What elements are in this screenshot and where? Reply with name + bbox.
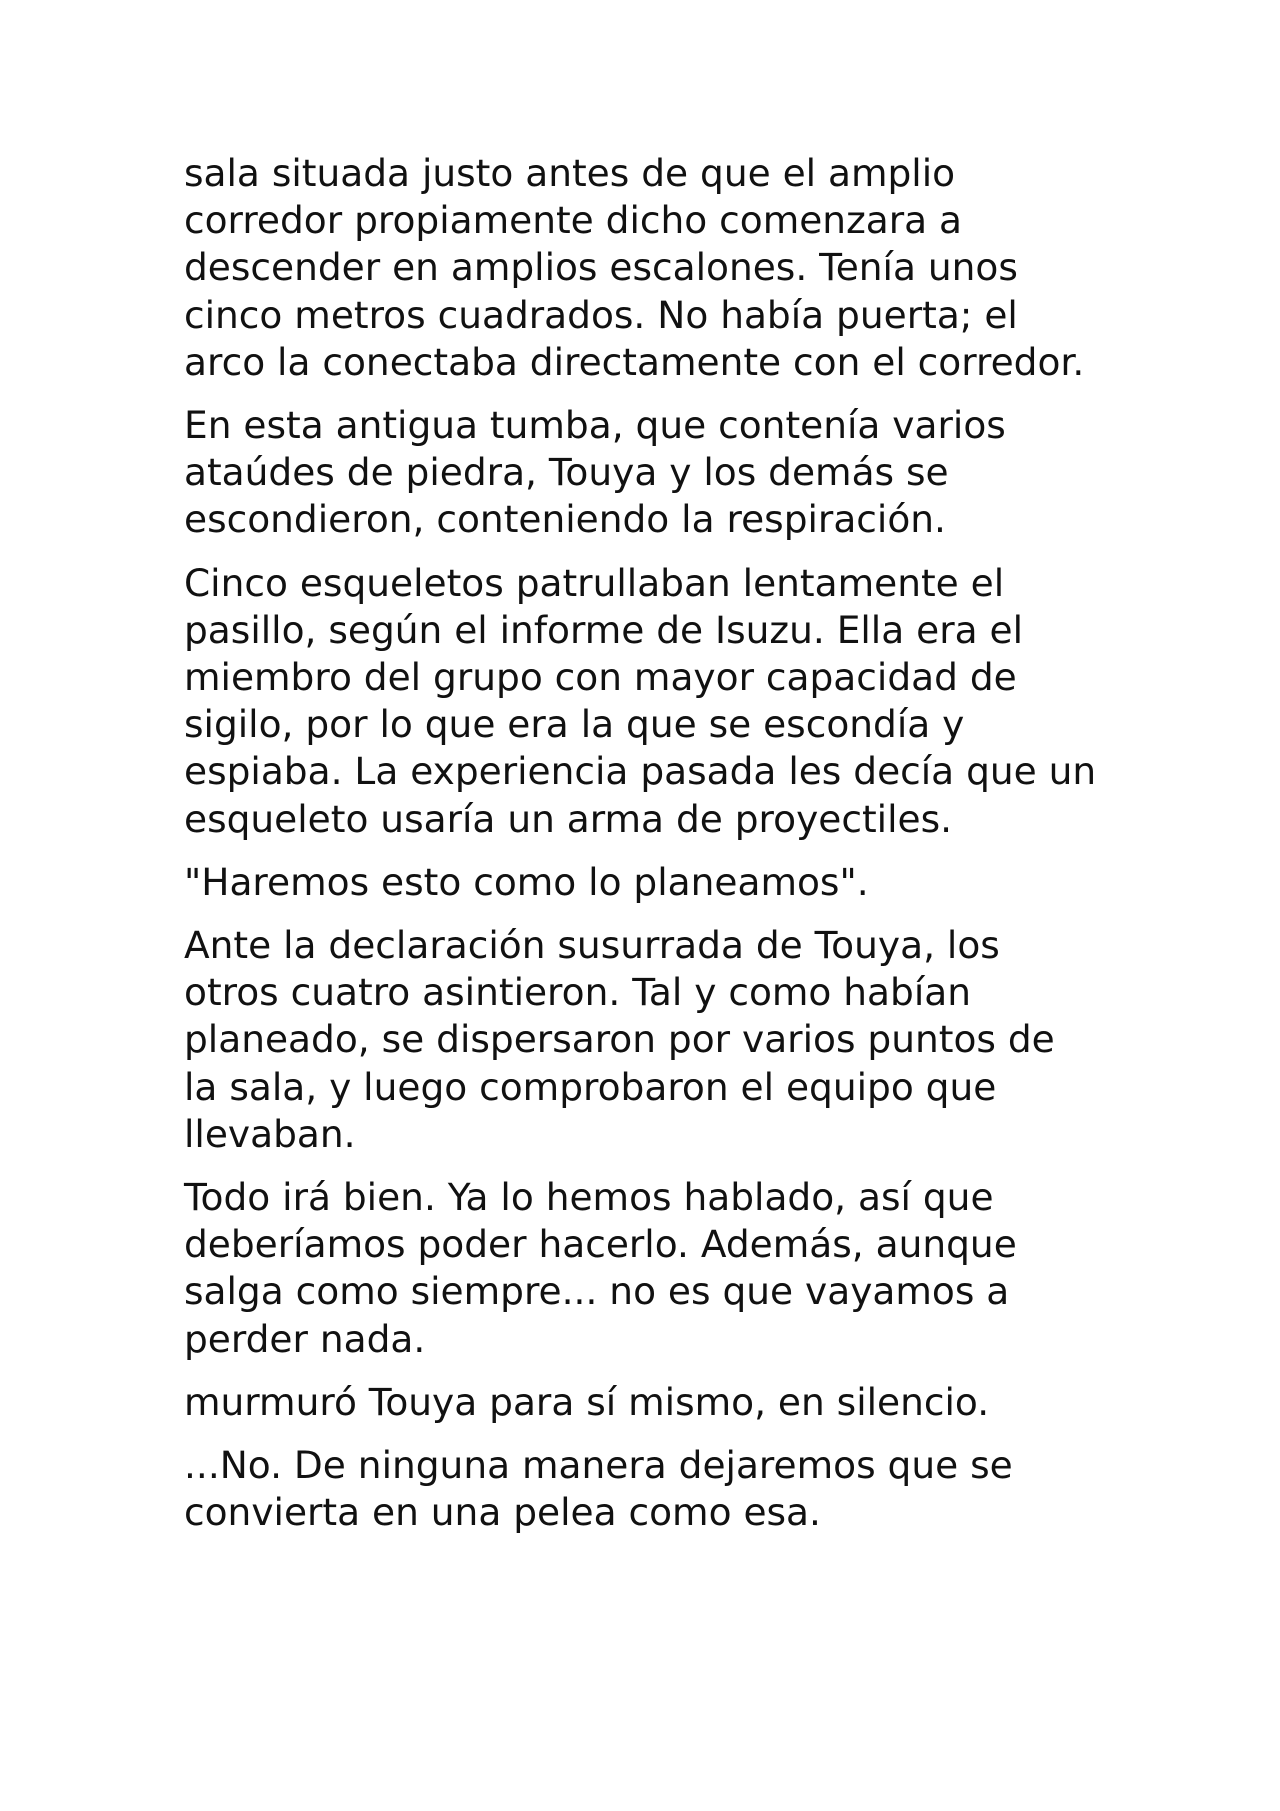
paragraph: En esta antigua tumba, que contenía varios ataúdes de piedra, Touya y los demás se escondieron, conteniendo la respiración. [184, 403, 1006, 542]
paragraph: Todo irá bien. Ya lo hemos hablado, así que deberíamos poder hacerlo. Además, aunque salga como siempre... no es que vayamos a perder nada. [184, 1175, 1017, 1361]
document-body [184, 150, 1100, 1536]
paragraph: sala situada justo antes de que el amplio corredor propiamente dicho comenzara a descender en amplios escalones. Tenía unos cinco metros cuadrados. No había puerta; el arco la conectaba directamente con el corredor. [184, 151, 1085, 384]
paragraph: ...No. De ninguna manera dejaremos que se convierta en una pelea como esa. [184, 1443, 1013, 1535]
paragraph: Ante la declaración susurrada de Touya, los otros cuatro asintieron. Tal y como habían planeado, se dispersaron por varios puntos de la sala, y luego comprobaron el equipo que llevaban. [184, 923, 1055, 1156]
paragraph: Cinco esqueletos patrullaban lentamente el pasillo, según el informe de Isuzu. Ella era el miembro del grupo con mayor capacidad de sigilo, por lo que era la que se escondía y espiaba. La experiencia pasada les decía que un esqueleto usaría un arma de proyectiles. [184, 560, 1097, 841]
paragraph: murmuró Touya para sí mismo, en silencio. [184, 1379, 990, 1424]
paragraph: "Haremos esto como lo planeamos". [184, 859, 869, 904]
